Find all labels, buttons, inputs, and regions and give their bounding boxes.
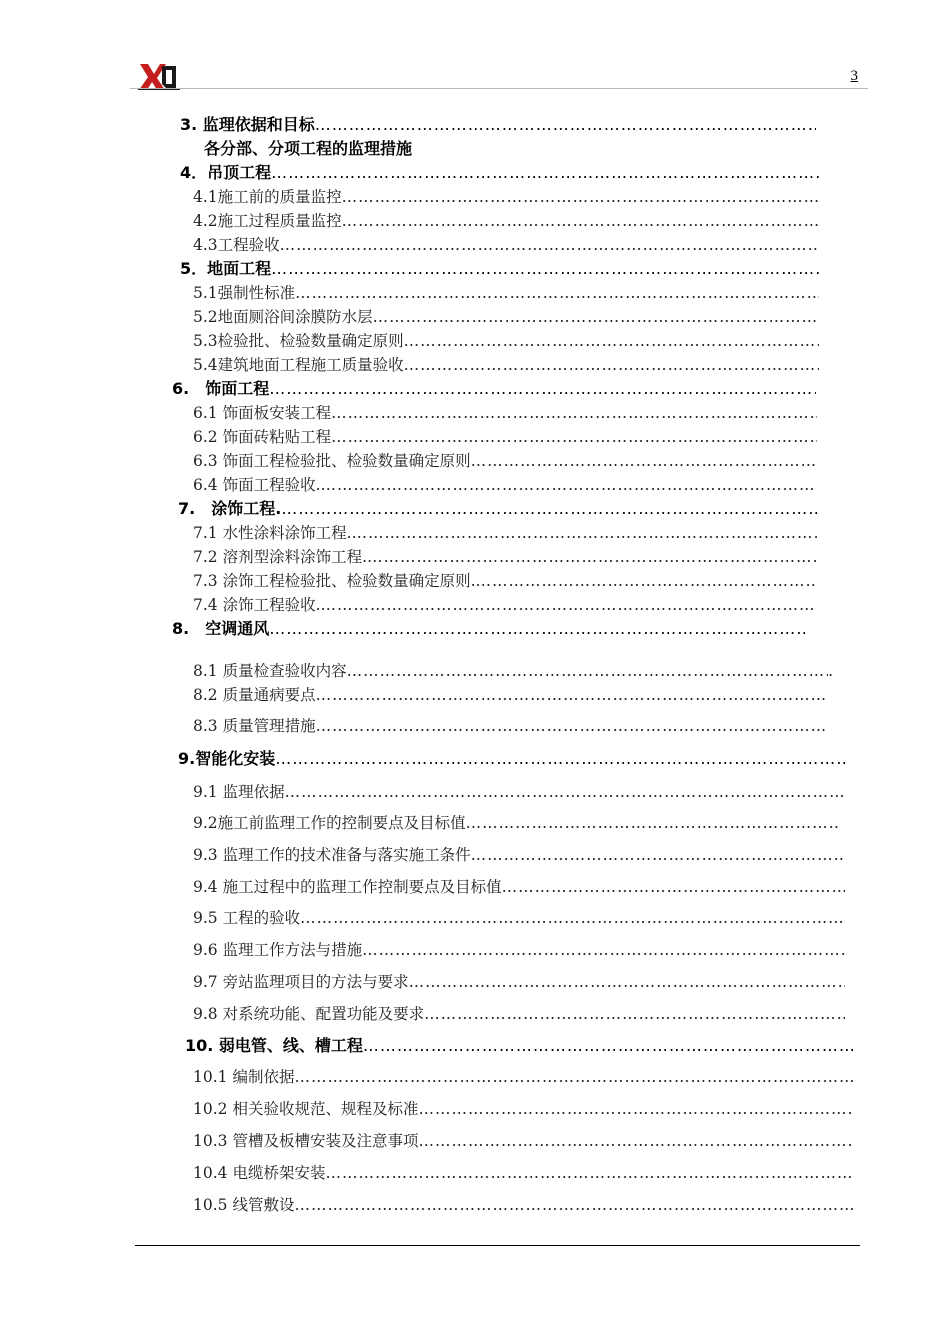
toc-entry: 6.4 饰面工程验收. ………………………………………………………………………………………………………………………………………………………… <box>193 474 817 496</box>
toc-entry: 10.2 相关验收规范、规程及标准 ………………………………………………………………………………………………………………………………………………………… <box>193 1098 853 1120</box>
toc-entry: 4.2施工过程质量监控 ………………………………………………………………………………………………………………………………………………………… <box>193 210 819 232</box>
toc-entry: 5．地面工程 ………………………………………………………………………………………………………………………………………………………… <box>180 258 820 280</box>
toc-entry: 10.5 线管敷设 ………………………………………………………………………………………………………………………………………………………… <box>193 1194 853 1216</box>
header-divider <box>130 88 868 89</box>
page-number: 3 <box>850 68 858 84</box>
toc-entry: 9.智能化安装 ………………………………………………………………………………………………………………………………………………………… <box>178 748 848 770</box>
toc-entry: 6. 饰面工程 ………………………………………………………………………………………………………………………………………………………… <box>172 378 816 400</box>
toc-entry: 10.1 编制依据 ………………………………………………………………………………………………………………………………………………………… <box>193 1066 853 1088</box>
toc-entry: 7.1 水性涂料涂饰工程. ………………………………………………………………………………………………………………………………………………………… <box>193 522 817 544</box>
toc-entry: 9.2施工前监理工作的控制要点及目标值 ………………………………………………………………………………………………………………………………………………………… <box>193 812 839 834</box>
toc-entry: 10.4 电缆桥架安装 ………………………………………………………………………………………………………………………………………………………… <box>193 1162 853 1184</box>
toc-entry: 4．吊顶工程 ………………………………………………………………………………………………………………………………………………………… <box>180 162 820 184</box>
toc-entry: 5.2地面厕浴间涂膜防水层 ………………………………………………………………………………………………………………………………………………………… <box>193 306 819 328</box>
toc-entry: 5.1强制性标准 ………………………………………………………………………………………………………………………………………………………… <box>193 282 819 304</box>
toc-entry: 9.6 监理工作方法与措施 ………………………………………………………………………………………………………………………………………………………… <box>193 939 845 961</box>
toc-entry: 6.2 饰面砖粘贴工程 ………………………………………………………………………………………………………………………………………………………… <box>193 426 817 448</box>
toc-entry: 9.5 工程的验收 ………………………………………………………………………………………………………………………………………………………… <box>193 907 845 929</box>
toc-entry: 10.3 管槽及板槽安装及注意事项 ………………………………………………………………………………………………………………………………………………………… <box>193 1130 853 1152</box>
toc-entry: 6.3 饰面工程检验批、检验数量确定原则 ………………………………………………………………………………………………………………………………………………………… <box>193 450 817 472</box>
toc-entry: 8.3 质量管理措施 ………………………………………………………………………………………………………………………………………………………… <box>193 715 827 737</box>
toc-entry: 9.7 旁站监理项目的方法与要求 ………………………………………………………………………………………………………………………………………………………… <box>193 971 845 993</box>
toc-entry: 8.1 质量检查验收内容 ………………………………………………………………………………………………………………………………………………………… . <box>193 660 833 682</box>
toc-entry: 4.3工程验收 ………………………………………………………………………………………………………………………………………………………… <box>193 234 819 256</box>
toc-entry: 9.8 对系统功能、配置功能及要求 ………………………………………………………………………………………………………………………………………………………… <box>193 1003 845 1025</box>
toc-entry: 3. 监理依据和目标 ………………………………………………………………………………………………………………………………………………………… <box>180 114 816 136</box>
toc-entry: 4.1施工前的质量监控 ………………………………………………………………………………………………………………………………………………………… <box>193 186 819 208</box>
toc-entry: 9.4 施工过程中的监理工作控制要点及目标值 ………………………………………………………………………………………………………………………………………………………… <box>193 876 845 898</box>
toc-entry: 10. 弱电管、线、槽工程 ………………………………………………………………………………………………………………………………………………………… <box>185 1035 853 1057</box>
toc-entry: 5.4建筑地面工程施工质量验收 ………………………………………………………………………………………………………………………………………………………… <box>193 354 819 376</box>
toc-entry: 7.4 涂饰工程验收. ………………………………………………………………………………………………………………………………………………………… <box>193 594 817 616</box>
toc-entry: 9.1 监理依据 ………………………………………………………………………………………………………………………………………………………… <box>193 781 845 803</box>
toc-entry: 7.2 溶剂型涂料涂饰工程. ………………………………………………………………………………………………………………………………………………………… <box>193 546 817 568</box>
toc-entry: 7.3 涂饰工程检验批、检验数量确定原则. ………………………………………………………………………………………………………………………………………………………… <box>193 570 817 592</box>
toc-entry: 9.3 监理工作的技术准备与落实施工条件 ………………………………………………………………………………………………………………………………………………………… <box>193 844 845 866</box>
toc-entry: 7. 涂饰工程. ………………………………………………………………………………………………………………………………………………………… <box>178 498 820 520</box>
toc-entry: 8.2 质量通病要点 ………………………………………………………………………………………………………………………………………………………… <box>193 684 827 706</box>
toc-entry: 6.1 饰面板安装工程 ………………………………………………………………………………………………………………………………………………………… <box>193 402 817 424</box>
toc-entry: 8. 空调通风 ………………………………………………………………………………………………………………………………………………………… <box>172 618 808 640</box>
toc-entry: 5.3检验批、检验数量确定原则 ………………………………………………………………………………………………………………………………………………………… <box>193 330 819 352</box>
footer-divider <box>135 1245 860 1246</box>
toc-entry: 各分部、分项工程的监理措施 <box>204 139 413 158</box>
